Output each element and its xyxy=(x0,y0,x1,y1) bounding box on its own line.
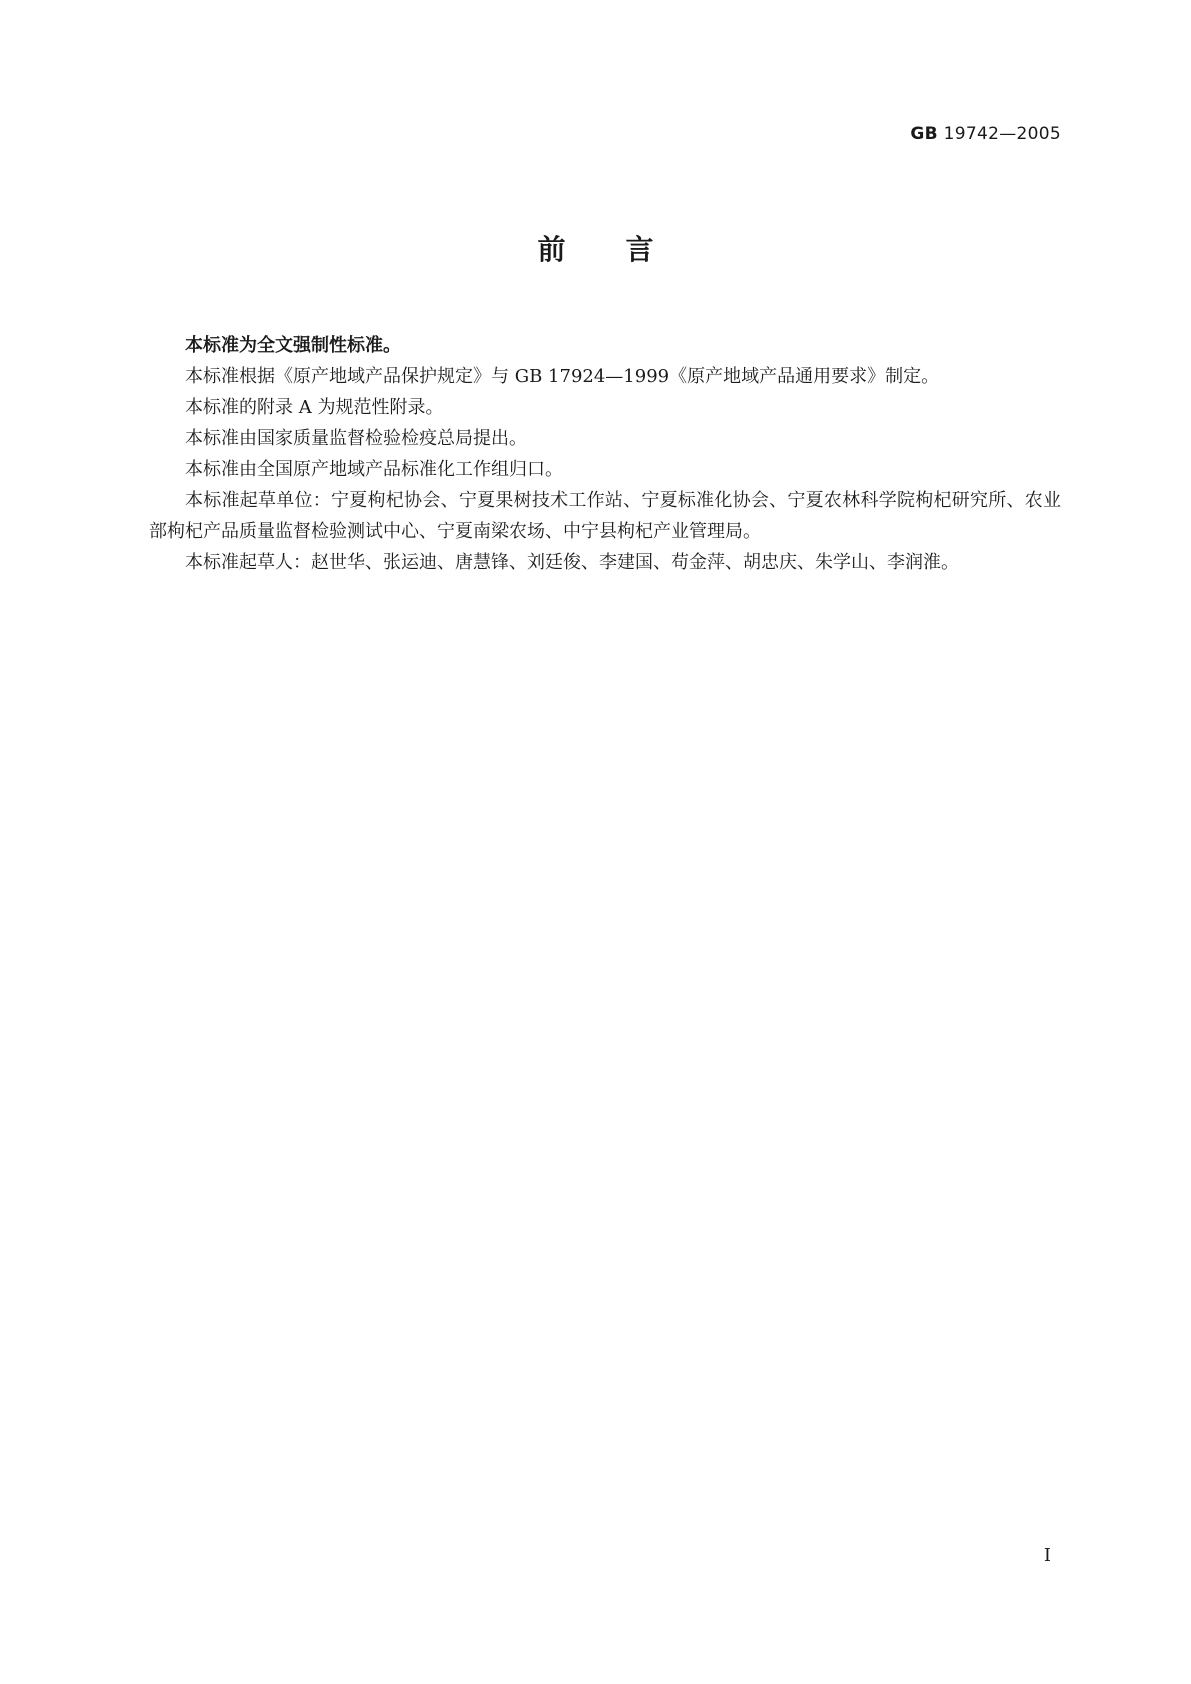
standard-code xyxy=(910,124,1061,144)
paragraph-drafters: 本标准起草人：赵世华、张运迪、唐慧锋、刘廷俊、李建国、苟金萍、胡忠庆、朱学山、李润淮。 xyxy=(185,552,959,573)
foreword-body xyxy=(149,330,1061,578)
standard-number: 19742—2005 xyxy=(943,124,1061,144)
standard-prefix: GB xyxy=(910,124,938,144)
paragraph-drafting-units: 本标准起草单位：宁夏枸杞协会、宁夏果树技术工作站、宁夏标准化协会、宁夏农林科学院枸杞研究所、农业部枸杞产品质量监督检验测试中心、宁夏南梁农场、中宁县枸杞产业管理局。 xyxy=(149,490,1061,542)
paragraph-appendix: 本标准的附录 A 为规范性附录。 xyxy=(185,397,444,418)
paragraph-basis: 本标准根据《原产地域产品保护规定》与 GB 17924—1999《原产地域产品通用要求》制定。 xyxy=(185,366,940,387)
page-number: I xyxy=(1043,1545,1051,1566)
paragraph-centralized: 本标准由全国原产地域产品标准化工作组归口。 xyxy=(185,459,563,480)
page-title: 前言 xyxy=(537,233,714,266)
paragraph-mandatory-statement: 本标准为全文强制性标准。 xyxy=(185,335,401,356)
paragraph-proposer: 本标准由国家质量监督检验检疫总局提出。 xyxy=(185,428,527,449)
